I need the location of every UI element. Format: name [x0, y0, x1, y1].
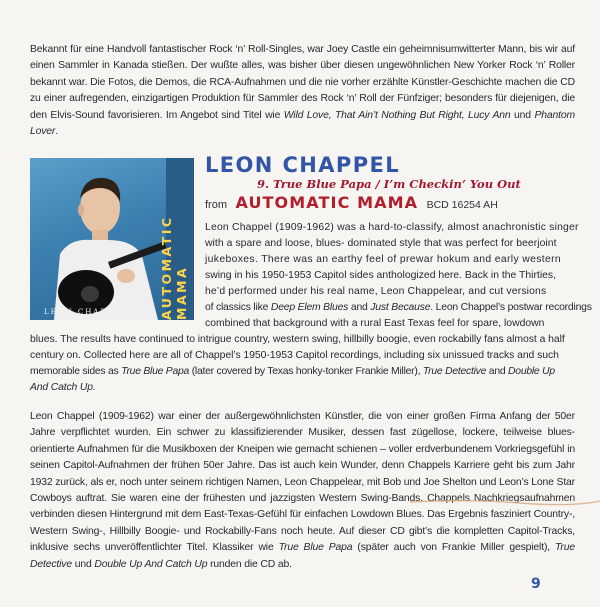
german-text: runden die CD ab. [207, 558, 292, 570]
cover-vertical-title: AUTOMATIC MAMA [159, 215, 189, 320]
bio-song-title: True Detective [422, 366, 487, 377]
intro-text: Bekannt für eine Handvoll fantastischer Rock ‘n’ Roll-Singles, war Joey Castle ein geheimnisumwitterter Mann, bis wir auf einen Sammler in Kanada stießen. Der wußte alles, was bisher über diesen ungewöhnlichen New Yorker Rock ‘n’ Roller bekannt war. Die Fotos, die Demos, die RCA-Aufnahmen und die nie vorher erzählte Künstler-Geschichte machen die CD zu einer aufregenden, einzigartigen Produktion für Sammler des Rock ‘n’ Roll der Fünfziger; besonders für diejenigen, die den Elvis-Sound favorisieren. Im Angebot sind Titel wie [30, 44, 575, 121]
bio-line [205, 300, 592, 316]
german-text: und [71, 558, 95, 570]
bio-line: swing in his 1950-1953 Capitol sides anthologized here. Back in the Thirties, [205, 270, 556, 281]
bio-line: jukeboxes. There was an earthy feel of prewar hokum and early western [205, 254, 562, 265]
artist-heading: LEON CHAPPEL [205, 153, 401, 177]
pencil-mark-icon [410, 498, 600, 508]
intro-end: . [55, 126, 58, 138]
intro-last-title: Phantom Lover [30, 109, 575, 138]
german-song-title: True Detective [30, 542, 575, 570]
album-title: AUTOMATIC MAMA [235, 193, 419, 212]
bio-song-title: True Blue Papa [121, 366, 190, 377]
german-song-title: Double Up And Catch Up [94, 558, 208, 570]
bio-line: combined that background with a rural East Texas feel for spare, lowdown [205, 318, 545, 329]
bio-line: he’d performed under his real name, Leon Chappelear, and cut versions [205, 286, 547, 297]
bio-text: memorable sides as [30, 366, 122, 377]
intro-paragraph [30, 42, 575, 140]
bio-line [30, 364, 555, 380]
german-song-title: True Blue Papa [278, 542, 353, 554]
intro-titles: Wild Love, That Ain’t Nothing But Right, Lucy Ann [283, 109, 511, 121]
german-text: (später auch von Frankie Miller gespielt), [352, 542, 555, 554]
german-text: Leon Chappel (1909-1962) war einer der außergewöhnlichsten Künstler, die von einer großen Firma Anfang der 50er Jahre verpflichtet wurden. Ein schwer zu klassifizierender Musiker, dessen fast zügellose, lockere, teilweise blues-orientierte Aufnahmen für die Musikboxen der Kneipen wie gemacht schienen – voller erdverbundenem Vorkriegsgefühl in seinen Capitol-Aufnahmen der frühen 50er Jahre. Das ist auch kein Wunder, denn Chappels Karriere geht bis zum Jahr 1932 zurück, als er, noch unter seinem richtigen Namen, Leon Chappelear, mit Bob und Joe Shelton und Leon’s Lone Star Cowboys auftrat. Sie waren eine der frühesten und jazzigsten Western Swing-Bands. Chappels Nachkriegsaufnahmen verbinden diesen Hintergrund mit dem East-Texas-Gefühl für einfachen Lowdown Blues. Das Ergebnis fasziniert Country-, Western Swing-, Hillbilly Boogie- und Rockabilly-Fans noch heute. Auf dieser CD gibt’s die kompletten Capitol-Tracks, inklusive sechs unveröffentlichter Titel. Klassiker wie [30, 411, 575, 554]
catalog-number: BCD 16254 AH [426, 199, 498, 211]
bio-text: (later covered by Texas honky-tonker Frankie Miller), [189, 366, 423, 377]
bio-line: with a spare and loose, blues- dominated style that was perfect for beerjoint [205, 238, 557, 249]
cover-artist-name: LEON CHAPPEL [44, 308, 128, 316]
bio-song-title: Double Up [508, 366, 555, 377]
german-paragraph [30, 409, 575, 573]
bio-line: century on. Collected here are all of Chappel’s 1950-1953 Capitol recordings, including six unissued tracks and such [30, 350, 559, 361]
bio-text: and [348, 302, 371, 313]
album-line [205, 193, 498, 213]
bio-text: . Leon Chappel’s postwar recordings [430, 302, 592, 313]
bio-line: blues. The results have continued to intrigue country, western swing, hillbilly boogie, even rockabilly fans almost a half [30, 334, 565, 345]
intro-conjunction: und [510, 109, 535, 121]
page-number: 9 [531, 576, 541, 592]
from-label: from [205, 199, 227, 211]
bio-line: And Catch Up. [30, 382, 96, 393]
album-cover [30, 158, 194, 320]
bio-song-title: Just Because [370, 302, 431, 313]
bio-line: Leon Chappel (1909-1962) was a hard-to-classify, almost anachronistic singer [205, 222, 579, 233]
bio-song-title: Deep Elem Blues [270, 302, 349, 313]
bio-text: of classics like [205, 302, 271, 313]
track-title: 9. True Blue Papa / I’m Checkin’ You Out [257, 177, 521, 191]
bio-text: and [486, 366, 509, 377]
